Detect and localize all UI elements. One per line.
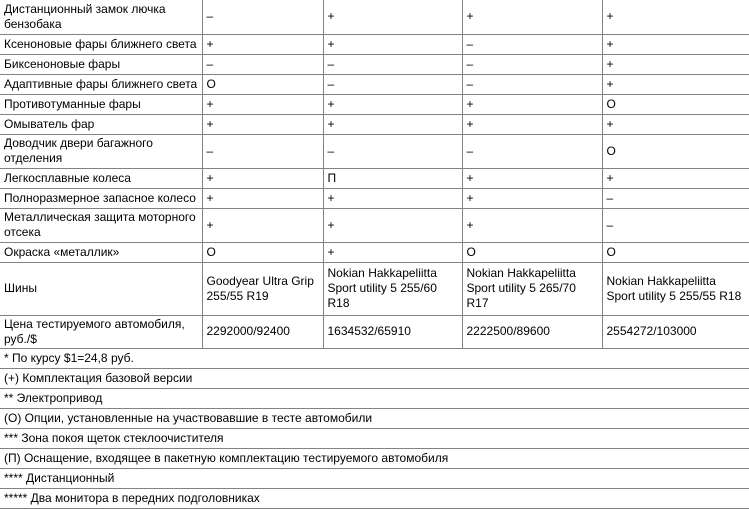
feature-value: + bbox=[602, 0, 749, 34]
footnote-row bbox=[0, 368, 749, 388]
footnote-row bbox=[0, 468, 749, 488]
feature-value: О bbox=[202, 74, 323, 94]
feature-value: + bbox=[323, 0, 462, 34]
feature-value: О bbox=[202, 242, 323, 262]
feature-label: Противотуманные фары bbox=[0, 94, 202, 114]
footnote-text: **** Дистанционный bbox=[0, 468, 749, 488]
table-row bbox=[0, 188, 749, 208]
footnote-text: ***** Два монитора в передних подголовниках bbox=[0, 488, 749, 508]
feature-value: П bbox=[323, 168, 462, 188]
table-row bbox=[0, 208, 749, 242]
feature-value: + bbox=[462, 188, 602, 208]
table-row bbox=[0, 94, 749, 114]
feature-label: Доводчик двери багажного отделения bbox=[0, 134, 202, 168]
feature-value: Nokian Hakkapeliitta Sport utility 5 255/60 R18 bbox=[323, 262, 462, 315]
footnote-text: (П) Оснащение, входящее в пакетную комплектацию тестируемого автомобиля bbox=[0, 448, 749, 468]
feature-value: + bbox=[602, 34, 749, 54]
feature-value: О bbox=[602, 94, 749, 114]
feature-value: – bbox=[462, 54, 602, 74]
feature-value: + bbox=[323, 208, 462, 242]
feature-value: Goodyear Ultra Grip 255/55 R19 bbox=[202, 262, 323, 315]
feature-label: Адаптивные фары ближнего света bbox=[0, 74, 202, 94]
feature-value: О bbox=[602, 134, 749, 168]
feature-value: Nokian Hakkapeliitta Sport utility 5 255/55 R18 bbox=[602, 262, 749, 315]
feature-value: + bbox=[602, 74, 749, 94]
footnote-text: * По курсу $1=24,8 руб. bbox=[0, 348, 749, 368]
feature-value: – bbox=[323, 74, 462, 94]
feature-value: + bbox=[462, 208, 602, 242]
feature-value: 2222500/89600 bbox=[462, 315, 602, 348]
feature-value: + bbox=[202, 114, 323, 134]
feature-value: + bbox=[462, 114, 602, 134]
feature-value: + bbox=[323, 114, 462, 134]
feature-value: + bbox=[202, 34, 323, 54]
feature-value: – bbox=[462, 74, 602, 94]
feature-value: 2292000/92400 bbox=[202, 315, 323, 348]
table-row bbox=[0, 315, 749, 348]
feature-value: + bbox=[462, 94, 602, 114]
feature-label: Шины bbox=[0, 262, 202, 315]
table-row bbox=[0, 0, 749, 34]
feature-value: + bbox=[323, 34, 462, 54]
table-row bbox=[0, 262, 749, 315]
feature-label: Биксеноновые фары bbox=[0, 54, 202, 74]
footnote-row bbox=[0, 448, 749, 468]
feature-value: 2554272/103000 bbox=[602, 315, 749, 348]
feature-value: + bbox=[202, 94, 323, 114]
feature-value: + bbox=[462, 168, 602, 188]
feature-value: – bbox=[323, 54, 462, 74]
feature-value: + bbox=[202, 168, 323, 188]
feature-value: – bbox=[462, 34, 602, 54]
feature-value: – bbox=[462, 134, 602, 168]
table-row bbox=[0, 74, 749, 94]
feature-label: Металлическая защита моторного отсека bbox=[0, 208, 202, 242]
feature-value: Nokian Hakkapeliitta Sport utility 5 265/70 R17 bbox=[462, 262, 602, 315]
footnote-row bbox=[0, 488, 749, 508]
feature-value: – bbox=[323, 134, 462, 168]
feature-value: + bbox=[462, 0, 602, 34]
feature-label: Окраска «металлик» bbox=[0, 242, 202, 262]
feature-value: + bbox=[602, 114, 749, 134]
footnote-text: *** Зона покоя щеток стеклоочистителя bbox=[0, 428, 749, 448]
footnote-row bbox=[0, 408, 749, 428]
feature-value: – bbox=[602, 188, 749, 208]
feature-value: + bbox=[602, 54, 749, 74]
feature-label: Легкосплавные колеса bbox=[0, 168, 202, 188]
feature-value: О bbox=[462, 242, 602, 262]
table-row bbox=[0, 242, 749, 262]
footnote-text: (+) Комплектация базовой версии bbox=[0, 368, 749, 388]
table-row bbox=[0, 114, 749, 134]
feature-value: – bbox=[602, 208, 749, 242]
footnote-row bbox=[0, 428, 749, 448]
feature-value: 1634532/65910 bbox=[323, 315, 462, 348]
feature-label: Ксеноновые фары ближнего света bbox=[0, 34, 202, 54]
feature-value: – bbox=[202, 54, 323, 74]
table-row bbox=[0, 54, 749, 74]
feature-value: + bbox=[323, 242, 462, 262]
feature-label: Омыватель фар bbox=[0, 114, 202, 134]
feature-value: + bbox=[202, 208, 323, 242]
table-row bbox=[0, 168, 749, 188]
feature-value: + bbox=[602, 168, 749, 188]
table-row bbox=[0, 134, 749, 168]
footnote-row bbox=[0, 348, 749, 368]
table-row bbox=[0, 34, 749, 54]
feature-value: + bbox=[202, 188, 323, 208]
feature-value: – bbox=[202, 0, 323, 34]
footnote-text: (О) Опции, установленные на участвовавшие в тесте автомобили bbox=[0, 408, 749, 428]
feature-label: Дистанционный замок лючка бензобака bbox=[0, 0, 202, 34]
feature-label: Цена тестируемого автомобиля, руб./$ bbox=[0, 315, 202, 348]
footnote-text: ** Электропривод bbox=[0, 388, 749, 408]
footnote-row bbox=[0, 388, 749, 408]
feature-value: – bbox=[202, 134, 323, 168]
feature-value: + bbox=[323, 188, 462, 208]
feature-value: + bbox=[323, 94, 462, 114]
feature-label: Полноразмерное запасное колесо bbox=[0, 188, 202, 208]
feature-value: О bbox=[602, 242, 749, 262]
